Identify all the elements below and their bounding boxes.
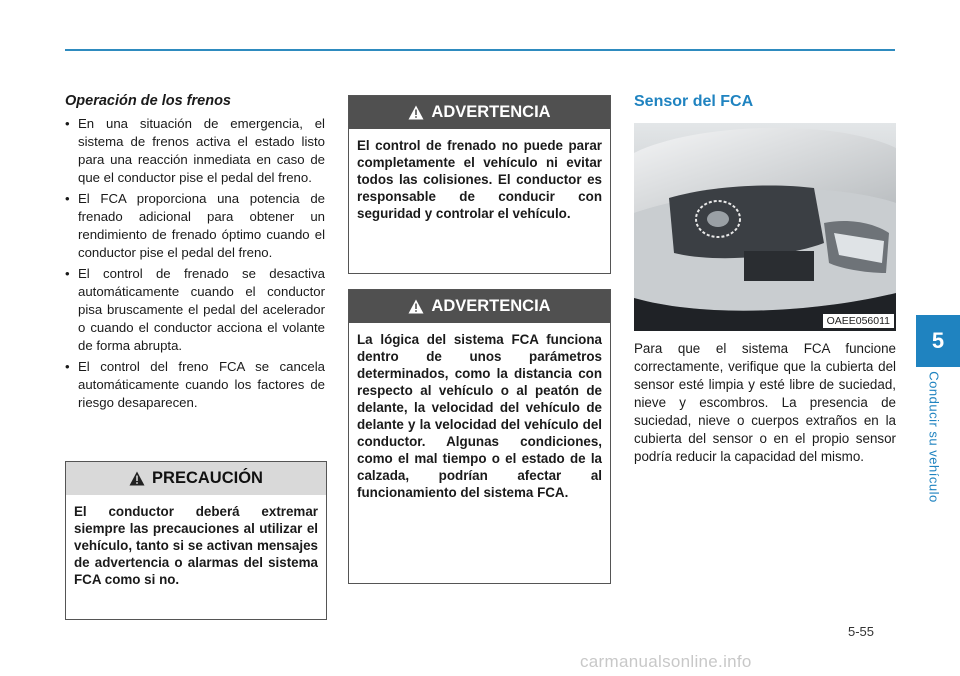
list-item: • En una situación de emergencia, el sistema de frenos activa el estado listo para una reacción inmediata en caso de que el conductor pise el pedal del freno.	[65, 115, 325, 187]
warning-triangle-icon	[129, 471, 145, 486]
watermark: carmanualsonline.info	[580, 652, 752, 671]
image-code-label: OAEE056011	[823, 314, 894, 328]
warning-text-2: La lógica del sistema FCA funciona dentro de unos parámetros determinados, como la distancia con respecto al vehículo o al peatón de delante, la velocidad del vehículo de delante y la velocidad del vehículo del conductor. Algunas condiciones, como el mal tiempo o el estado de la calzada, podrían afectar al funcionamiento del sistema FCA.	[357, 332, 602, 500]
caution-box	[65, 461, 327, 620]
warning-box-2	[348, 289, 611, 584]
caution-text: El conductor deberá extremar siempre las precauciones al utilizar el vehículo, tanto si se activan mensajes de advertencia o alarmas del sistema FCA como si no.	[74, 504, 318, 587]
chapter-number-tab	[916, 315, 960, 367]
car-front-illustration	[634, 123, 896, 331]
warning-text-1: El control de frenado no puede parar completamente el vehículo ni evitar todos las colisiones. El conductor es responsable de conducir con seguridad y controlar el vehículo.	[357, 138, 602, 221]
caution-header	[66, 462, 326, 495]
warning-header-1	[349, 96, 610, 129]
braking-bullet-list	[65, 115, 325, 412]
warning-title-1: ADVERTENCIA	[431, 103, 551, 121]
top-rule	[65, 49, 895, 51]
fca-sensor-text: Para que el sistema FCA funcione correctamente, verifique que la cubierta del sensor esté limpia y esté libre de suciedad, nieve y escombros. La presencia de suciedad, nieve o cuerpos extraños en la cubierta del sensor o en el propio sensor podría reducir la capacidad del mismo.	[634, 341, 896, 464]
chapter-number: 5	[931, 328, 945, 353]
fca-sensor-title: Sensor del FCA	[634, 93, 754, 110]
warning-title-2: ADVERTENCIA	[431, 297, 551, 315]
braking-operation-section	[65, 93, 325, 415]
list-item: • El control de frenado se desactiva automáticamente cuando el conductor pisa bruscamente el pedal del acelerador o cuando el conductor acciona el volante de forma abrupta.	[65, 265, 325, 355]
chapter-title: Conducir su vehículo	[926, 371, 942, 503]
caution-title: PRECAUCIÓN	[152, 469, 263, 487]
warning-triangle-icon	[408, 105, 424, 120]
warning-box-1	[348, 95, 611, 274]
page-number: 5-55	[848, 624, 875, 639]
warning-header-2	[349, 290, 610, 323]
chapter-side-label	[922, 372, 946, 502]
list-item: • El FCA proporciona una potencia de frenado adicional para obtener un rendimiento de frenado óptimo cuando el conductor pise el pedal del freno.	[65, 190, 325, 262]
braking-subheading: Operación de los frenos	[65, 93, 231, 109]
car-front-sensor-photo	[634, 123, 896, 331]
warning-triangle-icon	[408, 299, 424, 314]
list-item: • El control del freno FCA se cancela automáticamente cuando los factores de riesgo desaparecen.	[65, 358, 325, 412]
